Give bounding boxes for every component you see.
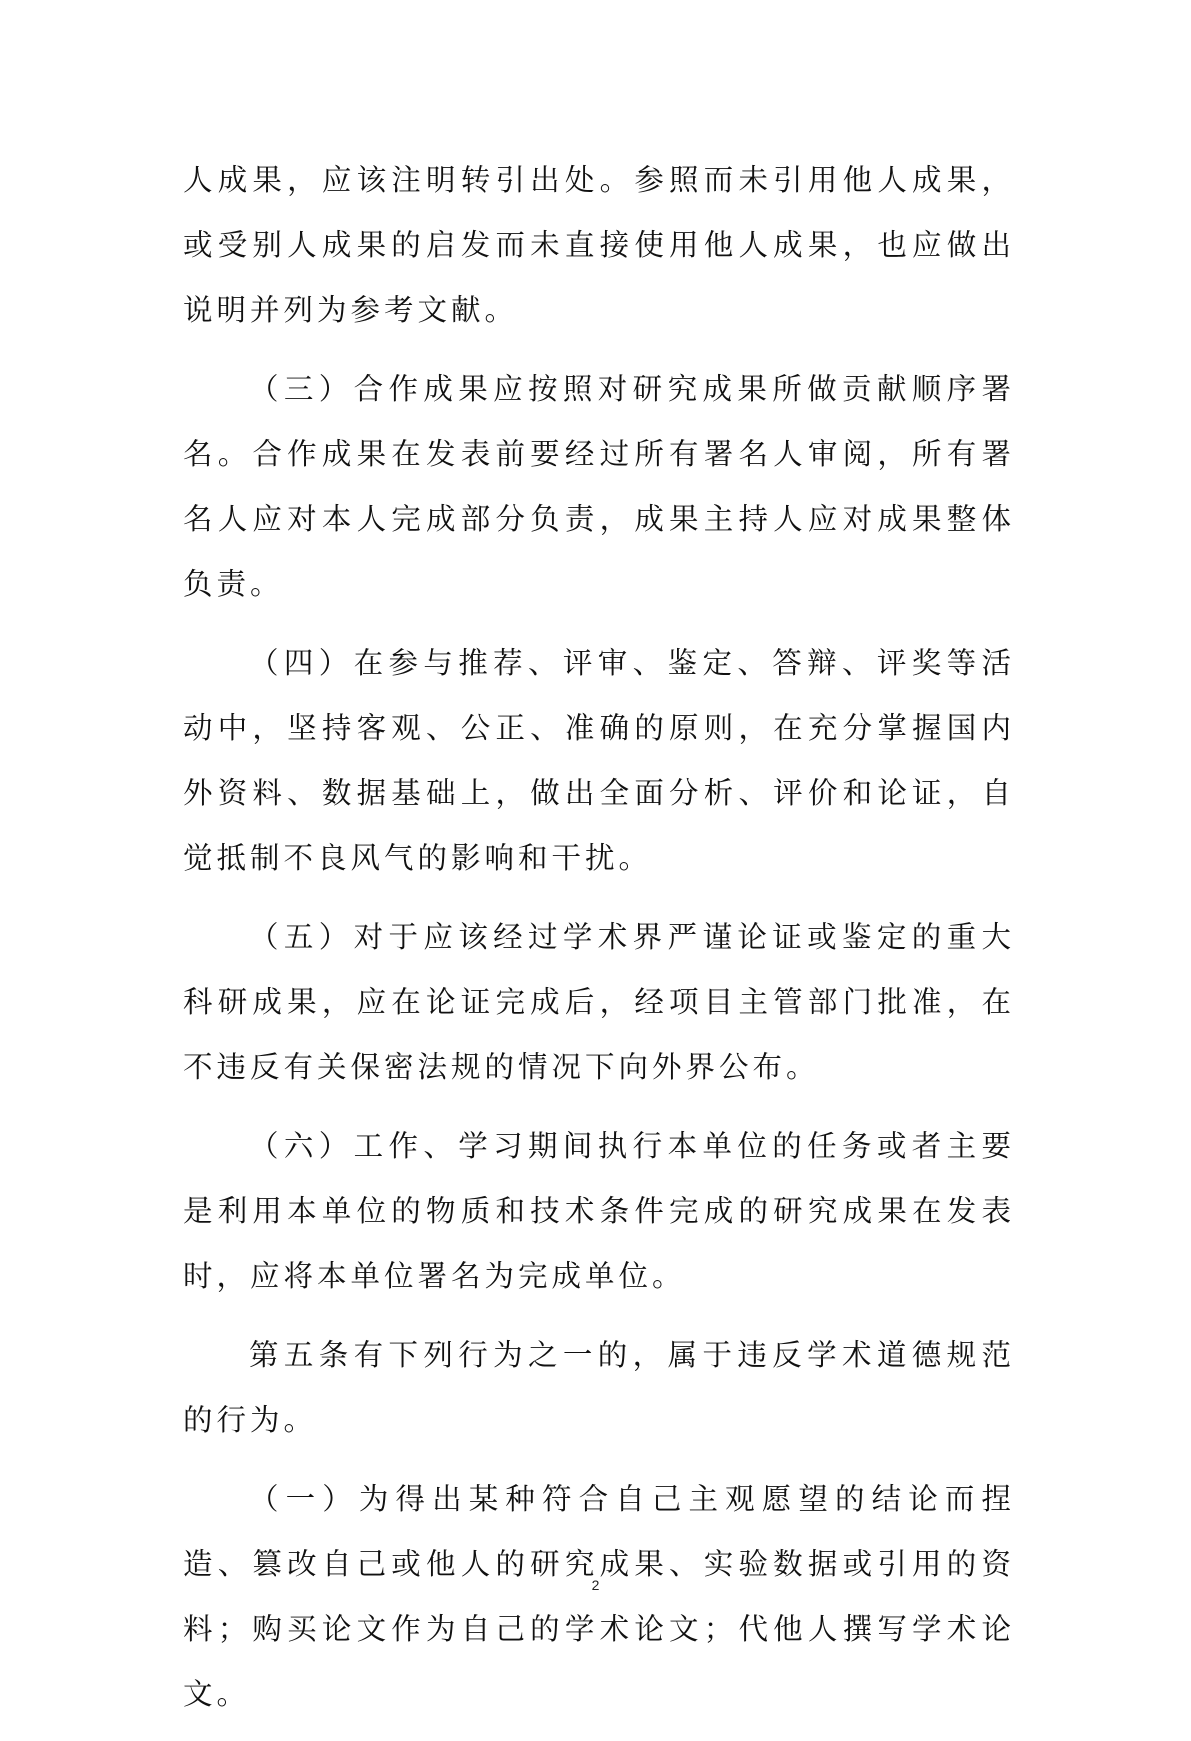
paragraph-item-6: （六）工作、学习期间执行本单位的任务或者主要是利用本单位的物质和技术条件完成的研究成果在发表时，应将本单位署名为完成单位。 xyxy=(183,1129,1015,1293)
page-number: 2 xyxy=(591,1577,600,1593)
paragraph-continuation: 人成果，应该注明转引出处。参照而未引用他人成果，或受别人成果的启发而未直接使用他人成果，也应做出说明并列为参考文献。 xyxy=(183,163,1015,327)
paragraph-item-3: （三）合作成果应按照对研究成果所做贡献顺序署名。合作成果在发表前要经过所有署名人审阅，所有署名人应对本人完成部分负责，成果主持人应对成果整体负责。 xyxy=(183,372,1015,601)
document-body xyxy=(183,148,1015,1741)
paragraph-item-5: （五）对于应该经过学术界严谨论证或鉴定的重大科研成果，应在论证完成后，经项目主管部门批准，在不违反有关保密法规的情况下向外界公布。 xyxy=(183,920,1015,1084)
paragraph-article-5: 第五条有下列行为之一的，属于违反学术道德规范的行为。 xyxy=(183,1338,1015,1437)
paragraph-item-4: （四）在参与推荐、评审、鉴定、答辩、评奖等活动中，坚持客观、公正、准确的原则，在充分掌握国内外资料、数据基础上，做出全面分析、评价和论证，自觉抵制不良风气的影响和干扰。 xyxy=(183,646,1015,875)
paragraph-article-5-item-1: （一）为得出某种符合自己主观愿望的结论而捏造、篡改自己或他人的研究成果、实验数据或引用的资料；购买论文作为自己的学术论文；代他人撰写学术论文。 xyxy=(183,1482,1015,1711)
